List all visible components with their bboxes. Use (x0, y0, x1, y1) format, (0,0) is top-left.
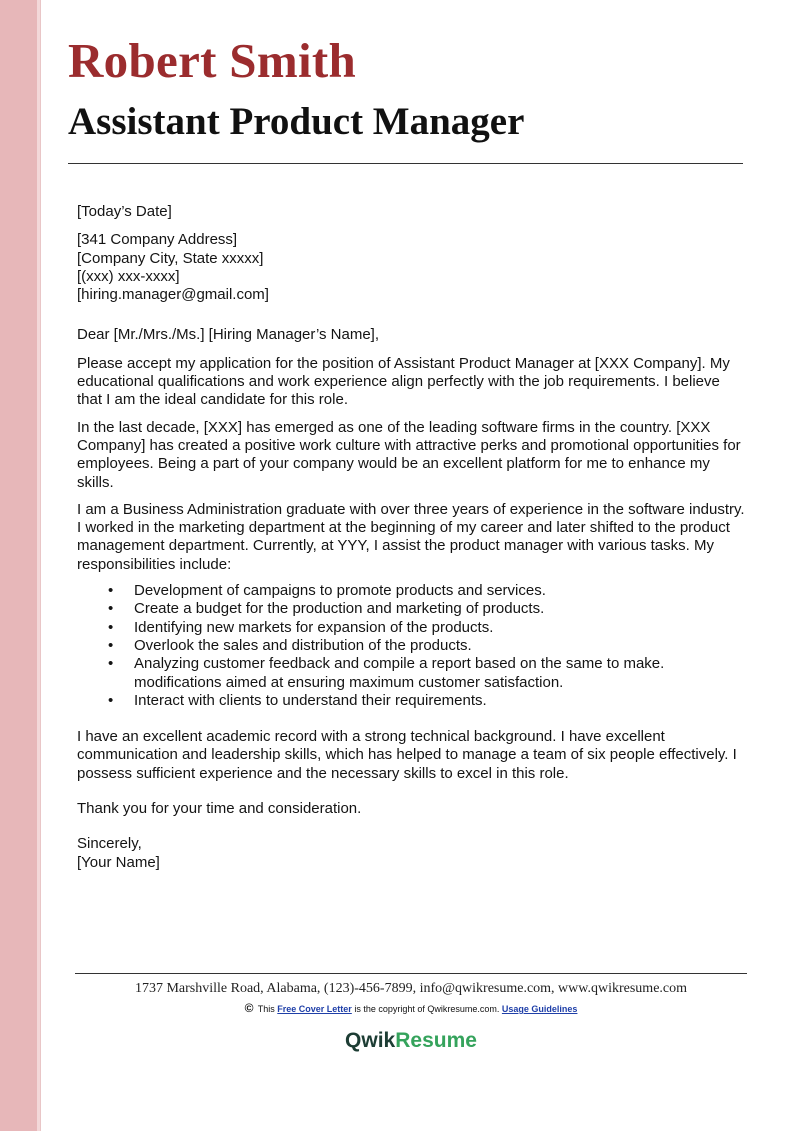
footer-contact: 1737 Marshville Road, Alabama, (123)-456-7899, info@qwikresume.com, www.qwikresume.com (134, 981, 688, 996)
bullet-icon: • (108, 600, 114, 618)
signature-name: [Your Name] (77, 853, 160, 871)
bullet-icon: • (108, 691, 114, 709)
signature-block (77, 835, 747, 872)
decorative-side-bar (0, 0, 40, 1131)
footer-divider (75, 973, 747, 974)
copyright-text: is the copyright of Qwikresume.com. (354, 1004, 500, 1014)
copyright-notice (75, 1001, 747, 1016)
list-item-text: Analyzing customer feedback and compile a report based on the same to make. modifications aimed at ensuring maximum customer satisfaction. (134, 655, 665, 691)
thanks-line: Thank you for your time and consideration. (77, 800, 362, 818)
closing-paragraph: I have an excellent academic record with a strong technical background. I have excellent communication and leadership skills, which has helped to manage a team of six people effectively. I possess sufficient experience and the necessary skills to excel in this role. (77, 728, 737, 782)
recipient-address: [341 Company Address] (77, 231, 238, 249)
bullet-icon: • (108, 636, 114, 654)
copyright-prefix: This (257, 1004, 275, 1014)
list-item-text: Development of campaigns to promote products and services. (134, 582, 546, 600)
letter-date: [Today’s Date] (77, 203, 172, 220)
list-item-text: Identifying new markets for expansion of the products. (134, 618, 494, 636)
list-item (77, 619, 747, 637)
logo-text-resume: Resume (395, 1029, 477, 1052)
salutation: Dear [Mr./Mrs./Ms.] [Hiring Manager’s Name], (77, 326, 380, 344)
applicant-name: Robert Smith (68, 33, 357, 88)
bullet-icon: • (108, 582, 114, 600)
logo-text-qwik: Qwik (345, 1029, 396, 1052)
sign-off: Sincerely, (77, 835, 142, 853)
recipient-email: [hiring.manager@gmail.com] (77, 286, 269, 304)
list-item (77, 692, 747, 710)
recipient-city-state: [Company City, State xxxxx] (77, 249, 264, 267)
list-item-text: Create a budget for the production and marketing of products. (134, 600, 545, 618)
list-item (77, 600, 747, 618)
list-item-text: Interact with clients to understand their requirements. (134, 691, 487, 709)
letter-body (77, 203, 747, 872)
bullet-icon: • (108, 655, 114, 673)
list-item (77, 637, 747, 655)
body-paragraph: I am a Business Administration graduate with over three years of experience in the software industry. I worked in the marketing department at the beginning of my career and later shifted to the product management department. Currently, at YYY, I assist the product manager with various tasks. My responsibilities include: (77, 500, 745, 573)
body-paragraph: In the last decade, [XXX] has emerged as one of the leading software firms in the country. [XXX Company] has created a positive work culture with attractive perks and promotional opportunities for employees. Being a part of your company would be an excellent platform for me to enhance my skills. (77, 418, 741, 491)
qwikresume-logo (75, 1028, 747, 1054)
responsibilities-list (77, 582, 747, 710)
usage-guidelines-link[interactable]: Usage Guidelines (501, 1004, 578, 1014)
job-title: Assistant Product Manager (68, 100, 525, 143)
bullet-icon: • (108, 618, 114, 636)
body-paragraph: Please accept my application for the position of Assistant Product Manager at [XXX Company]. My educational qualifications and work experience align perfectly with the job requirements. I believe that I am the ideal candidate for this role. (77, 354, 730, 409)
list-item-text: Overlook the sales and distribution of the products. (134, 636, 472, 654)
free-cover-letter-link[interactable]: Free Cover Letter (277, 1004, 352, 1014)
copyright-icon: © (244, 1001, 254, 1015)
header-divider (68, 163, 743, 164)
side-bar-divider (40, 0, 41, 1131)
list-item (77, 582, 747, 600)
recipient-block (77, 231, 747, 304)
list-item (77, 655, 747, 692)
recipient-phone: [(xxx) xxx-xxxx] (77, 267, 180, 285)
